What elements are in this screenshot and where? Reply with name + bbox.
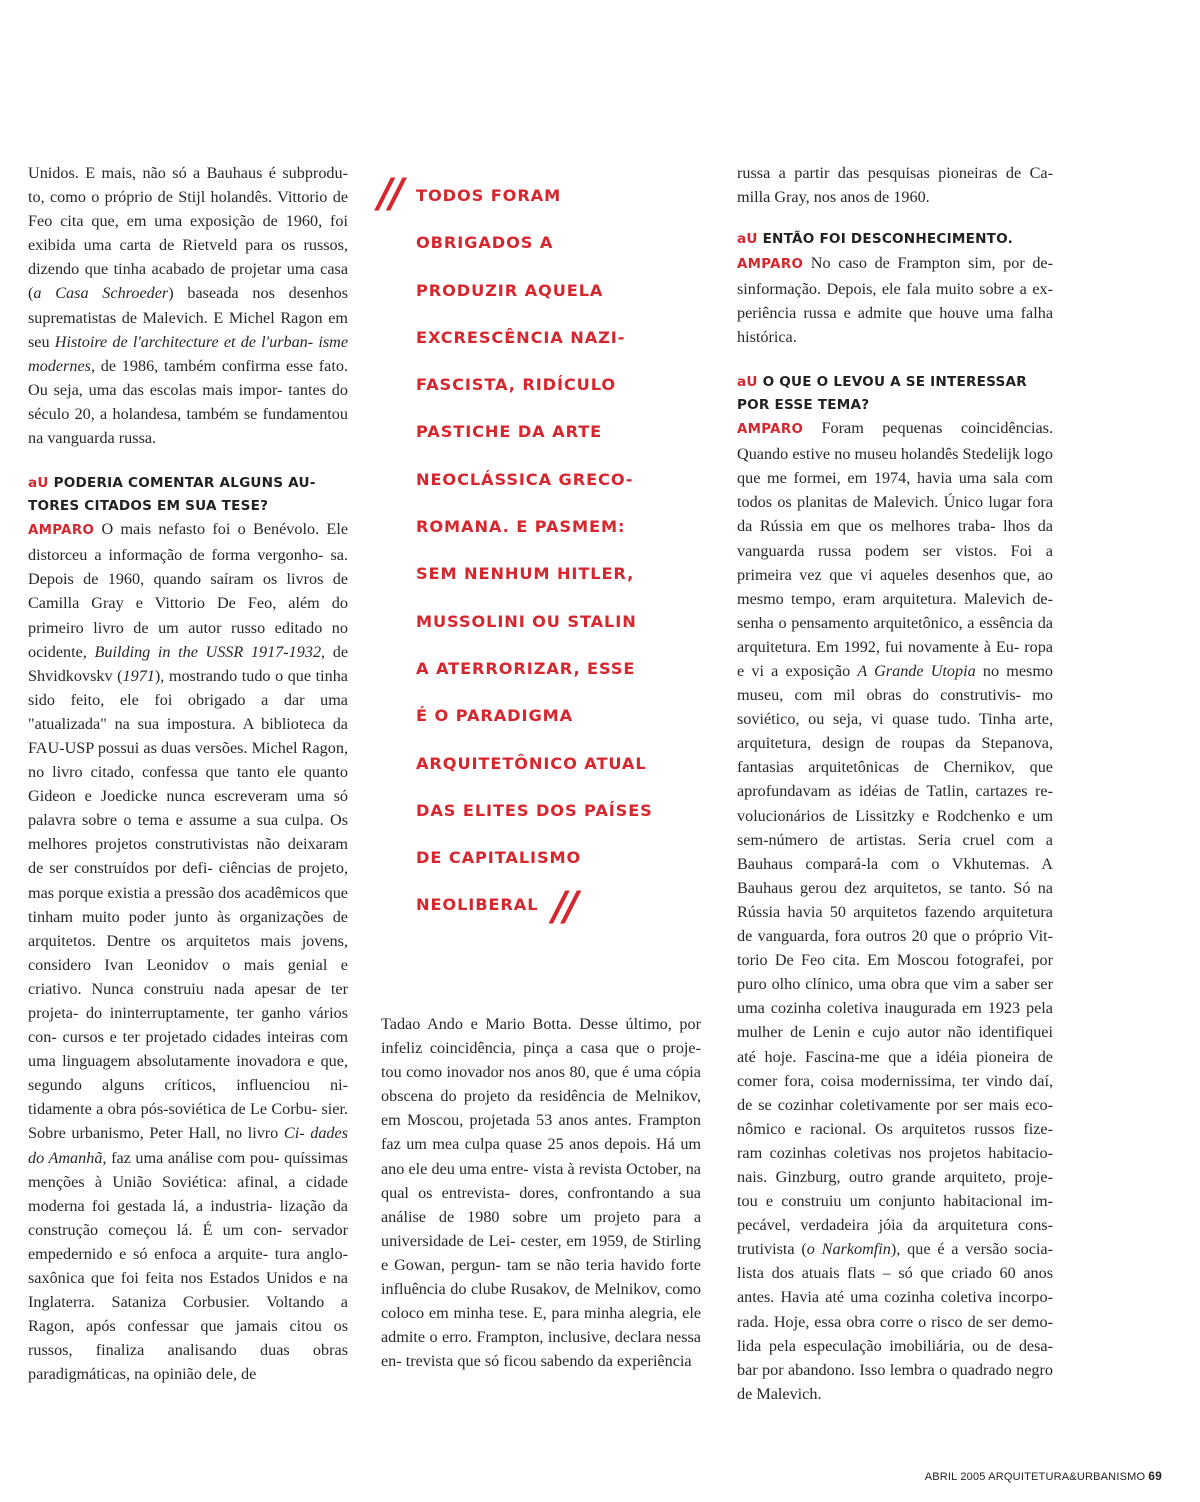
pull-quote [378,172,708,929]
italic-exhibition-title: A Grande Utopia [857,662,976,680]
pull-quote-line: PRODUZIR AQUELA [416,280,604,300]
article-column-right [737,161,1053,1406]
paragraph-intro-line: exibida uma carta de Rietveld para os russos, [28,236,348,255]
interview-answer [28,517,348,1386]
pull-quote-line: TODOS FORAM [416,186,562,205]
pull-quote-line: FASCISTA, RIDÍCULO [416,375,617,395]
question-text: PODERIA COMENTAR ALGUNS AU- TORES CITADOS EM SUA TESE? [28,475,316,514]
answer-text: No caso de Frampton sim, por de- sinformação. Depois, ele fala muito sobre a ex- periência russa e admite que houve uma falha histórica. [737,253,1053,346]
pull-quote-line: DE CAPITALISMO [416,848,582,868]
pull-quote-last-line [416,881,708,931]
paragraph-intro-line: Unidos. E mais, não só a Bauhaus é subprodu- [28,164,348,182]
issue-line: ABRIL 2005 ARQUITETURA&URBANISMO [924,1471,1146,1483]
pull-quote-line: DAS ELITES DOS PAÍSES [416,800,653,820]
article-column-middle [381,1012,701,1373]
answer-text: , faz uma análise com pou- quíssimas menções à União Soviética: afinal, a cidade moderna foi gestada lá, a industria- lização da construção começou lá. É um con- servador empedernido e só enfoca a arquite- tura anglo-saxônica que foi feita nos Estados Unidos e na Inglaterra. Sataniza Corbusier. Voltando a Ragon, após confessar que jamais citou os russos, finaliza analisando duas obras paradigmáticas, na opinião dele, de [28,1148,348,1384]
au-logo-mark: aU [737,374,758,391]
paragraph-intro-line: dizendo que tinha acabado de projetar uma [28,260,315,279]
italic-casa-schroeder: a Casa Schroeder [33,284,169,303]
quote-close-mark: // [552,884,576,931]
answer-text: ), mostrando tudo o que tinha sido feito, ele foi obrigado a dar uma "atualizada" na sua impostura. A biblioteca da FAU-USP possui as duas versões. Michel Ragon, no livro citado, confessa que tanto ele quanto Gideon e Joedicke nunca escreveram uma só palavra sobre o tema e assume a sua culpa. Os melhores projetos construtivistas não deixaram de ser construídos por defi- ciências de projeto, mas porque existia a pressão dos acadêmicos que tinham muito poder junto às organizações de arquitetos. Dentre os arquitetos mais jovens, considero Ivan Leonidov o mais genial e criativo. Nunca construiu nada apesar de ter projeta- do ininterruptamente, ter ganho vários con- cursos e ter projetado cidades inteiras com uma linguagem absolutamente inovadora e que, segundo alguns críticos, influenciou ni- tidamente a obra pós-soviética de Le Corbu- sier. Sobre urbanismo, Peter Hall, no livro [28,666,348,1143]
interview-question [28,472,348,517]
speaker-label: AMPARO [28,523,95,539]
quote-open-mark: // [378,171,402,217]
pull-quote-line: NEOLIBERAL [416,895,539,915]
pull-quote-line: NEOCLÁSSICA GRECO- [416,469,634,489]
au-logo-mark: aU [28,475,49,492]
interview-answer [737,251,1053,349]
paragraph: Tadao Ando e Mario Botta. Desse último, por infeliz coincidência, pinça a casa que o proje- tou como inovador nos anos 80, que é uma cópia obscena do projeto da residência de Melnikov, em Moscou, projetada 53 anos antes. Frampton faz um mea culpa quase 25 anos depois. Há um ano ele deu uma entre- vista à revista October, na qual os entrevista- dores, confrontando a sua análise de 1980 sobre um projeto para a universidade de Lei- cester, em 1959, de Stirling e Gowan, pergun- tam se não teria havido forte influência do clube Rusakov, de Melnikov, como coloco em minha tese. E, para minha alegria, ele admite o erro. Frampton, inclusive, declara nessa en- trevista que só ficou sabendo da experiência [381,1015,701,1371]
pull-quote-line: MUSSOLINI OU STALIN [416,611,637,631]
italic-book-title: Ci- dades do Amanhã [28,1124,349,1167]
answer-text: O mais nefasto foi o Benévolo. Ele distorceu a informação de forma vergonho- sa. Depois de 1960, quando saíram os livros de Camilla Gray e Vittorio De Feo, além do primeiro livro de um autor russo editado no ocidente, [28,520,349,661]
italic-book-title: Building in the USSR 1917-1932 [94,642,322,661]
answer-text: no mesmo museu, com mil obras do construtivis- mo soviético, ou seja, vi quase tudo. Tinha arte, arquitetura, design de roupas da Stepanova, fantasias arquitetônicas de Chernikov, que aprofundavam as idéias de Tatlin, cartazes re- volucionários de Lissitzky e Rodchenko e um sem-número de artistas. Seria cruel com a Bauhaus compará-la com o Vkhutemas. A Bauhaus gerou dez arquitetos, se tanto. Só na Rússia havia 50 arquitetos fazendo arquitetura de vanguarda, fora outros 20 que o próprio Vit- torio De Feo cita. Em Moscou fotografei, por puro olho clínico, uma obra que vim a saber ser uma cozinha coletiva inaugurada em 1923 pela mulher de Lenin e cujo autor não identifiquei até hoje. Fascina-me que a idéia pioneira de comer fora, coisa modernissima, ter vindo daí, de se cozinhar coletivamente por ser mais eco- nômico e racional. Os arquitetos russos fize- ram cozinhas coletivas nos projetos habitacio- nais. Ginzburg, outro grande arquiteto, proje- tou e construiu um conjunto habitacional im- pecável, verdadeira jóia da arquitetura cons- trutivista ( [737,662,1054,1259]
speaker-label: AMPARO [737,256,804,272]
answer-text: Foram pequenas coincidências. Quando estive no museu holandês Stedelijk logo que me formei, em 1974, havia uma sala com todos os planitas de Malevich. Único lugar fora da Rússia em que os melhores traba- lhos da vanguarda russa podem ser vistos. Foi a primeira vez que vi aqueles desenhos que, ao mesmo tempo, eram arquitetura. Malevich de- senha o pensamento arquitetônico, a essência da arquitetura. Em 1992, fui novamente à Eu- ropa e vi a exposição [737,419,1053,680]
au-logo-mark: aU [737,231,758,248]
interview-answer [737,416,1053,1406]
page-number: 69 [1148,1469,1162,1483]
page-footer [925,1469,1162,1483]
paragraph-intro-text: ) baseada nos desenhos suprematistas de Malevich. E Michel Ragon em seu [28,284,348,351]
question-text: O QUE O LEVOU A SE INTERESSAR POR ESSE TEMA? [737,374,1027,413]
pull-quote-line: É O PARADIGMA [416,706,574,726]
interview-question [737,371,1053,416]
speaker-label: AMPARO [737,422,804,438]
pull-quote-line: OBRIGADOS A [416,233,554,253]
italic-book-title: Histoire de l'architecture et de l'urban- isme modernes [28,332,349,375]
pull-quote-line: SEM NENHUM HITLER, [416,564,635,584]
answer-text: ), que é a versão socia- lista dos atuais flats – só que criado 60 anos antes. Havia até uma cozinha coletiva incorpo- rada. Hoje, essa obra corre o risco de ser demo- lida pela especulação imobiliária, ou de desa- bar por abandono. Isso lembra o quadrado negro de Malevich. [737,1240,1054,1403]
paragraph-intro-text: casa ( [28,260,349,303]
pull-quote-line: ARQUITETÔNICO ATUAL [416,753,647,773]
article-column-left [28,161,348,1387]
pull-quote-line: EXCRESCÊNCIA NAZI- [416,327,626,347]
italic-building-name: o Narkomfin [806,1240,891,1259]
pull-quote-line: PASTICHE DA ARTE [416,422,603,442]
paragraph: russa a partir das pesquisas pioneiras de Ca- milla Gray, nos anos de 1960. [737,164,1053,207]
paragraph-intro-line: de Feo cita que, em uma exposição de 1960, foi [28,188,349,231]
answer-text: , de Shvidkovskv ( [28,642,348,685]
paragraph-intro [28,161,348,450]
interview-question [737,228,1053,251]
question-text: ENTÃO FOI DESCONHECIMENTO. [762,231,1013,248]
pull-quote-line: ROMANA. E PASMEM: [416,517,626,537]
paragraph-intro-text: , de 1986, também confirma esse fato. Ou seja, uma das escolas mais impor- tantes do século 20, a holandesa, também se fundamentou na vanguarda russa. [28,356,348,448]
paragraph-intro-line: to, como o próprio de Stijl holandês. Vittorio [28,188,328,207]
italic-year: 1971 [122,666,155,685]
pull-quote-line: A ATERRORIZAR, ESSE [416,658,636,678]
